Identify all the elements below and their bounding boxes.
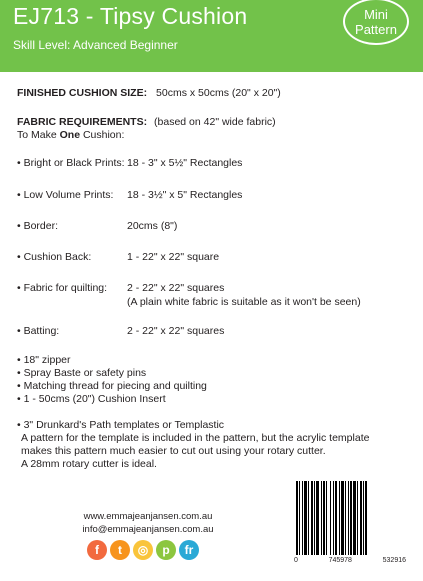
twitter-icon[interactable]: t: [110, 540, 130, 560]
template-line: A 28mm rotary cutter is ideal.: [21, 458, 157, 470]
template-line: A pattern for the template is included in the pattern, but the acrylic template: [21, 432, 370, 444]
template-bullet: • 3" Drunkard's Path templates or Templastic: [17, 419, 225, 431]
notion-item: • Matching thread for piecing and quilting: [17, 380, 207, 392]
notion-item: • Spray Baste or safety pins: [17, 367, 147, 379]
fabric-requirements: [17, 116, 276, 129]
website-link[interactable]: www.emmajeanjansen.com.au: [83, 511, 213, 522]
badge-line-2: Pattern: [355, 21, 397, 37]
notion-item: • 18" zipper: [17, 354, 71, 366]
barcode: [294, 481, 406, 560]
requirement-value: 1 - 22" x 22" square: [127, 251, 220, 263]
header-banner: [0, 0, 423, 72]
requirement-value: 18 - 3" x 5½" Rectangles: [127, 157, 243, 169]
fabric-requirements-label: FABRIC REQUIREMENTS:: [17, 116, 148, 128]
barcode-digits: [294, 557, 406, 564]
fabric-requirements-note: (based on 42" wide fabric): [154, 116, 276, 128]
social-icons: [87, 540, 199, 560]
requirement-value: 20cms (8"): [127, 220, 178, 232]
badge-line-1: Mini: [364, 6, 388, 22]
pinterest-icon[interactable]: p: [156, 540, 176, 560]
make-suffix: Cushion:: [80, 129, 125, 141]
requirement-value: 2 - 22" x 22" squares: [127, 325, 225, 337]
skill-level: Skill Level: Advanced Beginner: [13, 38, 178, 52]
requirement-value: 2 - 22" x 22" squares: [127, 282, 225, 294]
facebook-icon[interactable]: f: [87, 540, 107, 560]
make-prefix: To Make: [17, 129, 60, 141]
requirement-label: • Batting:: [17, 325, 60, 337]
requirement-label: • Fabric for quilting:: [17, 282, 108, 294]
requirement-note: (A plain white fabric is suitable as it won't be seen): [127, 296, 361, 308]
barcode-digit: 745978: [328, 557, 352, 564]
make-count: [17, 129, 124, 142]
requirement-label: • Cushion Back:: [17, 251, 92, 263]
mini-pattern-badge: [343, 0, 409, 45]
requirement-value: 18 - 3½" x 5" Rectangles: [127, 189, 243, 201]
barcode-digit: 0: [294, 557, 298, 564]
instagram-icon[interactable]: ◎: [133, 540, 153, 560]
make-bold: One: [59, 129, 81, 141]
notion-item: • 1 - 50cms (20") Cushion Insert: [17, 393, 166, 405]
finished-size: [17, 87, 281, 100]
barcode-digit: 532916: [382, 557, 406, 564]
requirement-label: • Low Volume Prints:: [17, 189, 114, 201]
email-link[interactable]: info@emmajeanjansen.com.au: [82, 524, 214, 535]
page-title: EJ713 - Tipsy Cushion: [13, 3, 248, 29]
flickr-icon[interactable]: fr: [179, 540, 199, 560]
finished-size-value: 50cms x 50cms (20" x 20"): [156, 87, 281, 99]
finished-size-label: FINISHED CUSHION SIZE:: [17, 87, 148, 99]
requirement-label: • Bright or Black Prints:: [17, 157, 125, 169]
template-line: makes this pattern much easier to cut out using your rotary cutter.: [21, 445, 326, 457]
requirement-label: • Border:: [17, 220, 59, 232]
